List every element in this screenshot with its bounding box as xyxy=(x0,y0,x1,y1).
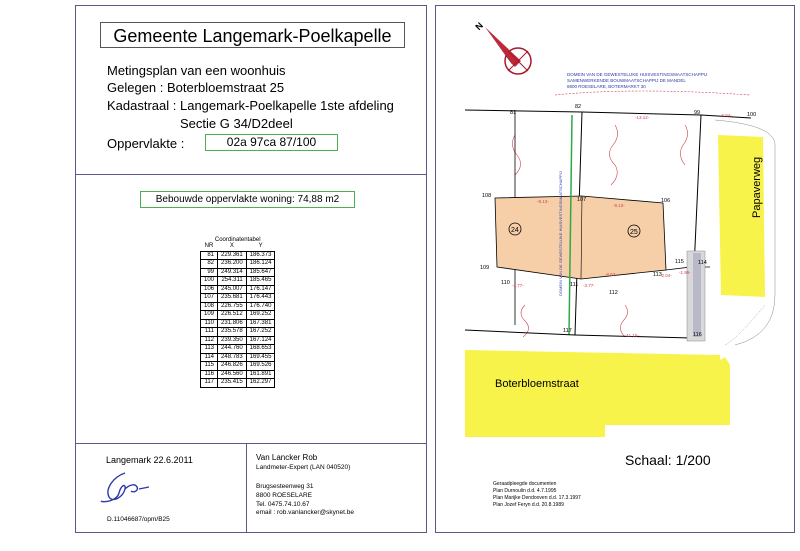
svg-text:-3.77-: -3.77- xyxy=(512,283,524,288)
north-letter: N xyxy=(473,20,486,33)
cell-nr: 110 xyxy=(201,319,218,328)
table-row xyxy=(201,345,275,354)
cell-nr: 117 xyxy=(201,379,218,388)
table-row xyxy=(201,285,275,294)
cell-x: 236.200 xyxy=(218,260,247,269)
cell-y: 168.653 xyxy=(246,345,275,354)
date-place: Langemark 22.6.2011 xyxy=(106,455,193,465)
cell-x: 226.512 xyxy=(218,311,247,320)
cell-y: 176.740 xyxy=(246,302,275,311)
cell-nr: 116 xyxy=(201,370,218,379)
svg-text:108: 108 xyxy=(482,193,492,199)
divider-top xyxy=(76,174,426,175)
table-row xyxy=(201,379,275,388)
north-arrow xyxy=(473,20,531,74)
table-row xyxy=(201,260,275,269)
domain-line-1: DOMEIN VAN DE GEWESTELIJKE HUISVESTINGSMAATSCHAPPIJ xyxy=(567,72,708,77)
svg-text:116: 116 xyxy=(693,332,702,338)
svg-text:114: 114 xyxy=(698,260,707,266)
cell-x: 235.415 xyxy=(218,379,247,388)
cell-nr: 82 xyxy=(201,260,218,269)
svg-text:110: 110 xyxy=(501,280,510,286)
cell-x: 231.806 xyxy=(218,319,247,328)
house-footprint xyxy=(495,196,666,279)
cell-x: 248.783 xyxy=(218,353,247,362)
papaverweg-label: Papaverweg xyxy=(751,156,763,218)
table-row xyxy=(201,251,275,260)
cell-nr: 99 xyxy=(201,268,218,277)
svg-text:82: 82 xyxy=(575,104,582,110)
cell-y: 185.465 xyxy=(246,277,275,286)
surveyor-street: Brugsesteenweg 31 xyxy=(256,483,314,490)
cell-x: 226.755 xyxy=(218,302,247,311)
svg-text:-11.15-: -11.15- xyxy=(625,333,639,338)
cell-nr: 114 xyxy=(201,353,218,362)
svg-text:-9.13-: -9.13- xyxy=(537,199,549,204)
cell-x: 244.760 xyxy=(218,345,247,354)
table-row xyxy=(201,362,275,371)
svg-text:100: 100 xyxy=(747,112,757,118)
cell-nr: 113 xyxy=(201,345,218,354)
svg-text:109: 109 xyxy=(480,265,490,271)
bebouwde-oppervlakte: Bebouwde oppervlakte woning: 74,88 m2 xyxy=(140,191,355,208)
svg-text:107: 107 xyxy=(577,197,587,203)
table-row xyxy=(201,277,275,286)
svg-text:-13.12-: -13.12- xyxy=(635,115,650,120)
svg-text:DOMEIN VAN DE GEWESTELIJKE HUI: DOMEIN VAN DE GEWESTELIJKE HUISVESTINGSMAATSCHAPPIJ xyxy=(558,171,563,296)
cell-nr: 81 xyxy=(201,251,218,260)
reference-number: D.11046687/opm/B25 xyxy=(107,516,170,523)
coordinate-table xyxy=(200,237,275,388)
lot-24-label: 24 xyxy=(511,227,519,234)
cell-nr: 100 xyxy=(201,277,218,286)
sectie-line: Sectie G 34/D2deel xyxy=(180,116,293,131)
cell-x: 245.007 xyxy=(218,285,247,294)
table-row xyxy=(201,353,275,362)
plan-type: Metingsplan van een woonhuis xyxy=(107,63,286,78)
domain-line-3: 8800 ROESELARE, BOTERMARKT 30 xyxy=(567,84,646,89)
svg-text:106: 106 xyxy=(661,198,671,204)
cell-y: 161.891 xyxy=(246,370,275,379)
col-header-x: X xyxy=(229,243,234,249)
svg-text:99: 99 xyxy=(694,110,701,116)
cell-x: 246.826 xyxy=(218,362,247,371)
boterbloemstraat-street xyxy=(465,350,730,437)
cell-nr: 112 xyxy=(201,336,218,345)
doc-3: Plan Jozef Feryn d.d. 20.8.1989 xyxy=(493,502,564,508)
scale-label: Schaal: 1/200 xyxy=(625,452,711,468)
surveyor-email: email : rob.vanlancker@skynet.be xyxy=(256,509,355,516)
divider-vertical xyxy=(246,443,247,532)
table-row xyxy=(201,319,275,328)
col-header-nr: NR xyxy=(204,243,214,249)
cell-x: 249.314 xyxy=(218,268,247,277)
svg-text:-6.84-: -6.84- xyxy=(720,113,732,118)
cell-x: 254.311 xyxy=(218,277,247,286)
svg-text:112: 112 xyxy=(609,290,618,296)
svg-text:-2.04-: -2.04- xyxy=(660,273,672,278)
cell-y: 169.526 xyxy=(246,362,275,371)
table-row xyxy=(201,311,275,320)
cell-y: 169.455 xyxy=(246,353,275,362)
kadastraal-line: Kadastraal : Langemark-Poelkapelle 1ste afdeling xyxy=(107,98,394,113)
cell-y: 162.297 xyxy=(246,379,275,388)
surveyor-title: Landmeter-Expert (LAN 040520) xyxy=(256,464,351,471)
cell-nr: 107 xyxy=(201,294,218,303)
site-plan xyxy=(435,5,795,533)
coordinate-table-title: Coordinatentabel xyxy=(214,237,261,243)
cell-nr: 106 xyxy=(201,285,218,294)
svg-text:115: 115 xyxy=(675,259,684,265)
signature xyxy=(95,467,155,507)
cell-y: 169.252 xyxy=(246,311,275,320)
svg-text:-1.96-: -1.96- xyxy=(679,270,691,275)
oppervlakte-value: 02a 97ca 87/100 xyxy=(205,134,338,151)
cell-y: 186.124 xyxy=(246,260,275,269)
surveyor-city: 8800 ROESELARE xyxy=(256,492,313,499)
cell-y: 167.124 xyxy=(246,336,275,345)
table-row xyxy=(201,268,275,277)
doc-1: Plan Durnoulin d.d. 4.7.1995 xyxy=(493,488,557,494)
table-row xyxy=(201,336,275,345)
col-header-y: Y xyxy=(258,243,263,249)
svg-text:117: 117 xyxy=(563,328,572,334)
table-row xyxy=(201,294,275,303)
municipality-title: Gemeente Langemark-Poelkapelle xyxy=(100,22,405,48)
cell-x: 235.681 xyxy=(218,294,247,303)
svg-text:81: 81 xyxy=(510,110,517,116)
svg-text:111: 111 xyxy=(570,282,579,288)
cell-nr: 109 xyxy=(201,311,218,320)
cell-x: 229.361 xyxy=(218,251,247,260)
cell-nr: 108 xyxy=(201,302,218,311)
cell-x: 246.560 xyxy=(218,370,247,379)
surveyor-name: Van Lancker Rob xyxy=(256,453,318,462)
docs-title: Geraadpleegde documenten xyxy=(493,481,557,487)
svg-text:-9.13-: -9.13- xyxy=(613,203,625,208)
svg-text:113: 113 xyxy=(653,272,662,278)
lot-25-label: 25 xyxy=(630,229,638,236)
cell-nr: 111 xyxy=(201,328,218,337)
cell-y: 185.647 xyxy=(246,268,275,277)
svg-text:-3.77-: -3.77- xyxy=(583,283,595,288)
cell-x: 239.350 xyxy=(218,336,247,345)
domain-line-2: SAMENWERKENDE BOUWMAATSCHAPPIJ DE MANDEL xyxy=(567,78,686,83)
cell-y: 186.373 xyxy=(246,251,275,260)
divider-bottom xyxy=(76,443,426,444)
cell-y: 167.252 xyxy=(246,328,275,337)
cell-y: 167.381 xyxy=(246,319,275,328)
cell-y: 176.443 xyxy=(246,294,275,303)
oppervlakte-label: Oppervlakte : xyxy=(107,136,185,151)
cell-x: 235.578 xyxy=(218,328,247,337)
table-row xyxy=(201,302,275,311)
cell-y: 176.147 xyxy=(246,285,275,294)
svg-text:-8.63-: -8.63- xyxy=(605,272,617,277)
doc-2: Plan Marijke Dendooven d.d. 17.3.1997 xyxy=(493,495,581,501)
table-row xyxy=(201,370,275,379)
surveyor-tel: Tel. 0475.74.10.67 xyxy=(256,501,310,508)
table-row xyxy=(201,328,275,337)
boterbloemstraat-label: Boterbloemstraat xyxy=(495,378,579,390)
address-line: Gelegen : Boterbloemstraat 25 xyxy=(107,80,285,95)
cell-nr: 115 xyxy=(201,362,218,371)
